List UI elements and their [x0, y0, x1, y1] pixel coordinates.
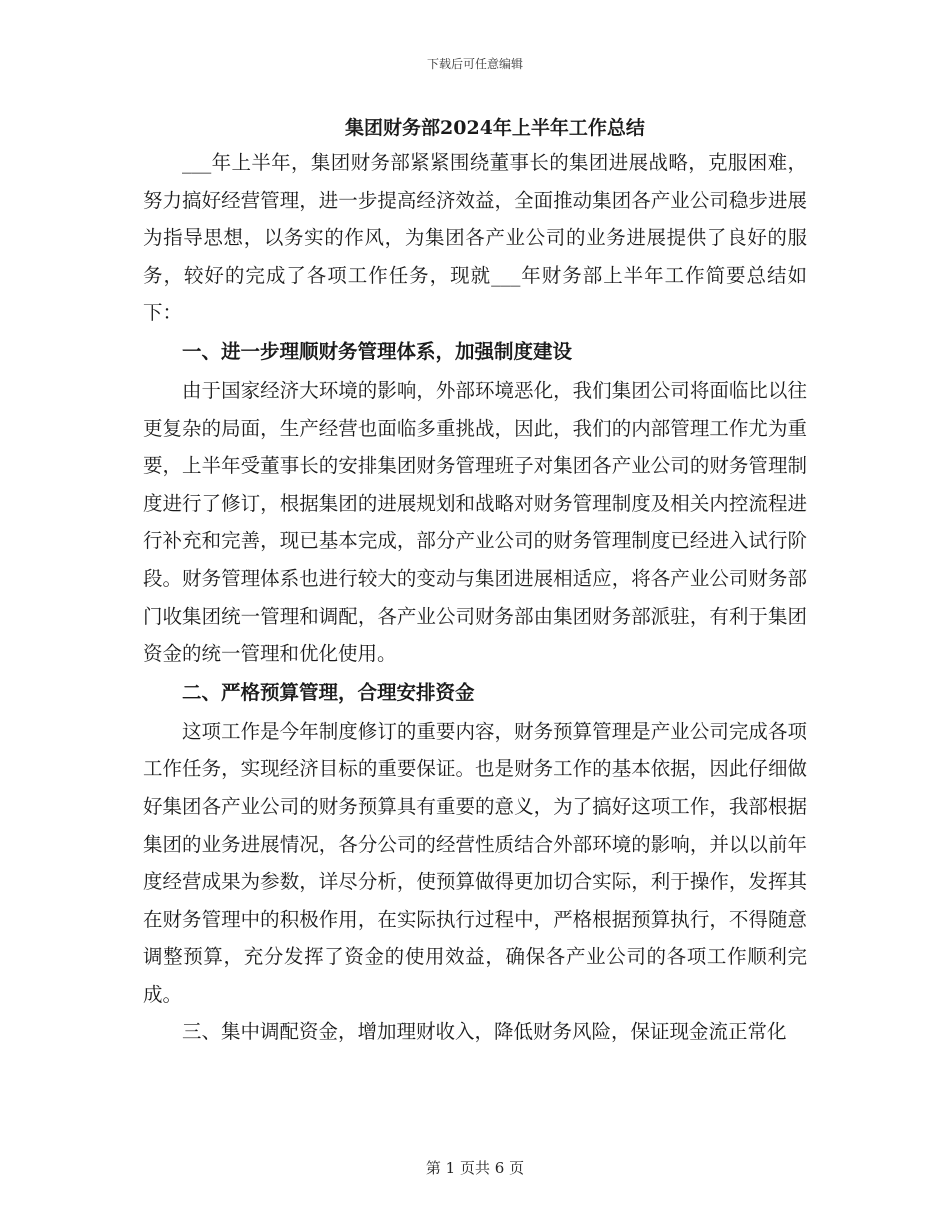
intro-paragraph: ___年上半年，集团财务部紧紧围绕董事长的集团进展战略，克服困难，努力搞好经营管理，进一步提高经济效益，全面推动集团各产业公司稳步进展为指导思想，以务实的作风，为集团各产业公司的业务进展提供了良好的服务，较好的完成了各项工作任务，现就___年财务部上半年工作简要总结如下： [143, 151, 807, 325]
section-1-paragraph: 由于国家经济大环境的影响，外部环境恶化，我们集团公司将面临比以往更复杂的局面，生产经营也面临多重挑战，因此，我们的内部管理工作尤为重要，上半年受董事长的安排集团财务管理班子对集团各产业公司的财务管理制度进行了修订，根据集团的进展规划和战略对财务管理制度及相关内控流程进行补充和完善，现已基本完成，部分产业公司的财务管理制度已经进入试行阶段。财务管理体系也进行较大的变动与集团进展相适应，将各产业公司财务部门收集团统一管理和调配，各产业公司财务部由集团财务部派驻，有利于集团资金的统一管理和优化使用。 [143, 378, 807, 666]
page-header: 下载后可任意编辑 [426, 57, 523, 71]
section-heading-3: 三、集中调配资金，增加理财收入，降低财务风险，保证现金流正常化 [182, 1020, 787, 1044]
document-title: 集团财务部2024年上半年工作总结 [345, 117, 645, 139]
section-2-paragraph: 这项工作是今年制度修订的重要内容，财务预算管理是产业公司完成各项工作任务，实现经济目标的重要保证。也是财务工作的基本依据，因此仔细做好集团各产业公司的财务预算具有重要的意义，为了搞好这项工作，我部根据集团的业务进展情况，各分公司的经营性质结合外部环境的影响，并以以前年度经营成果为参数，详尽分析，使预算做得更加切合实际，利于操作，发挥其在财务管理中的积极作用，在实际执行过程中，严格根据预算执行，不得随意调整预算，充分发挥了资金的使用效益，确保各产业公司的各项工作顺利完成。 [143, 719, 807, 1006]
section-heading-2: 二、严格预算管理，合理安排资金 [182, 680, 475, 704]
document-body [143, 112, 807, 1051]
page-footer: 第 1 页共 6 页 [425, 1159, 525, 1177]
section-heading-1: 一、进一步理顺财务管理体系，加强制度建设 [182, 339, 573, 363]
